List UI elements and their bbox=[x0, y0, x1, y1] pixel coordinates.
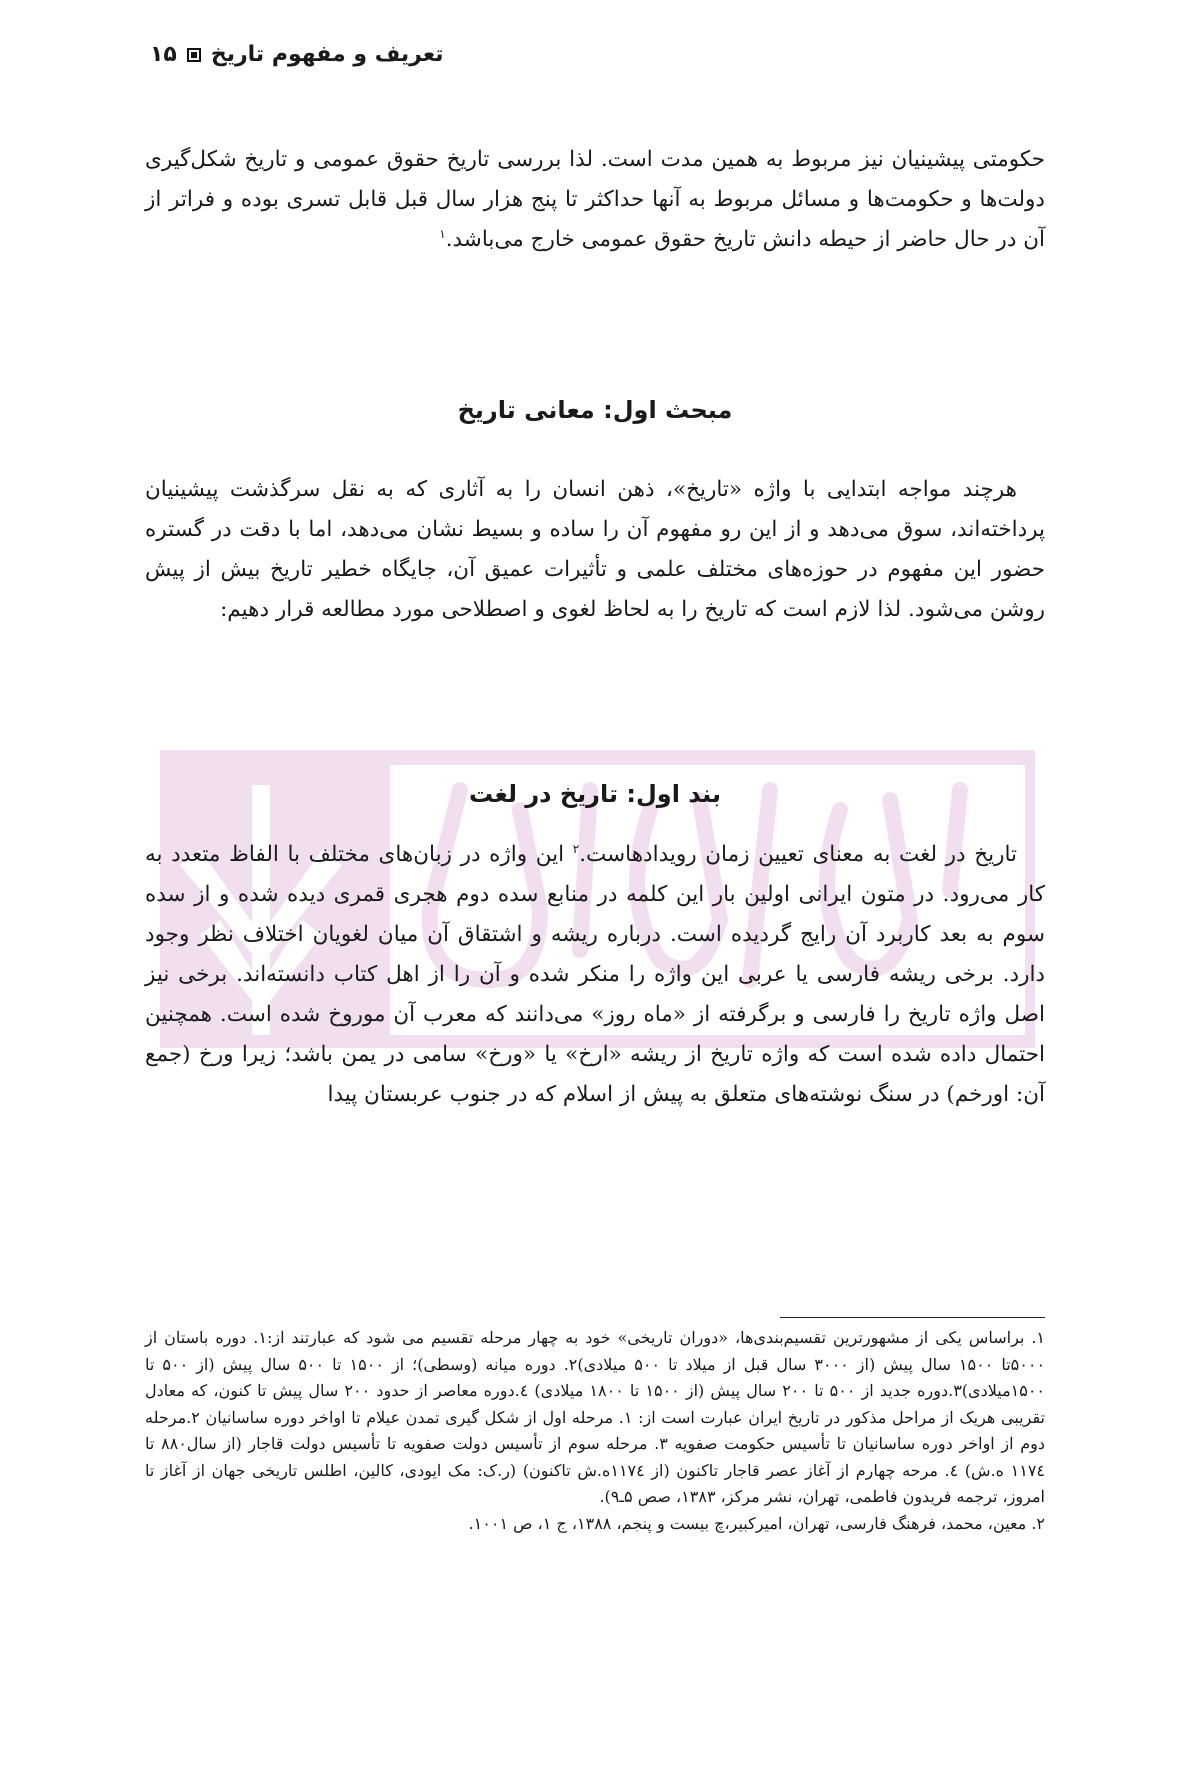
footnote-ref-1[interactable]: ۱ bbox=[439, 226, 446, 241]
footnotes bbox=[145, 1325, 1045, 1537]
meanings-paragraph-text: هرچند مواجه ابتدایی با واژه «تاریخ»، ذهن انسان را به آثاری که به نقل سرگذشت پیشینیان پرداخته‌اند، سوق می‌دهد و از این رو مفهوم آن را ساده و بسیط نشان می‌دهد، اما با دقت در گستره حضور این مفهوم در حوزه‌های مختلف علمی و تأثیرات عمیق آن، جایگاه خطیر تاریخ بیش از پیش روشن می‌شود. لذا لازم است که تاریخ را به لحاظ لغوی و اصطلاحی مورد مطالعه قرار دهیم: bbox=[145, 477, 1045, 622]
square-ornament-icon bbox=[187, 48, 201, 62]
running-head bbox=[150, 42, 444, 67]
lexical-paragraph bbox=[145, 835, 1045, 1115]
intro-paragraph-text: حکومتی پیشینیان نیز مربوط به همین مدت است. لذا بررسی تاریخ حقوق عمومی و تاریخ شکل‌گیری دولت‌ها و حکومت‌ها و مسائل مربوط به آنها حداکثر تا پنج هزار سال قبل قابل تسری بوده و فراتر از آن در حال حاضر از حیطه دانش تاریخ حقوق عمومی خارج می‌باشد. bbox=[145, 147, 1045, 252]
running-head-title: تعریف و مفهوم تاریخ bbox=[210, 42, 444, 67]
page-number: ۱۵ bbox=[150, 42, 177, 67]
footnote-1: ۱. براساس یکی از مشهورترین تقسیم‌بندی‌ها، «دوران تاریخی» خود به چهار مرحله تقسیم می شود که عبارتند از:۱. دوره باستان از ۵۰۰۰تا ۱۵۰۰ سال پیش (از ۳۰۰۰ سال قبل از میلاد تا ۵۰۰ میلادی)۲. دوره میانه (وسطی)؛ از ۱۵۰۰ تا ۵۰۰ سال پیش (از ۵۰۰ تا ۱۵۰۰میلادی)۳.دوره جدید از ۵۰۰ تا ۲۰۰ سال پیش (از ۱۵۰۰ تا ۱۸۰۰ میلادی) ٤.دوره معاصر از حدود ۲۰۰ سال پیش تا کنون، که معادل تقریبی هریک از مراحل مذکور در تاریخ ایران عبارت است از: ۱. مرحله اول از شکل گیری تمدن عیلام تا اواخر دوره ساسانیان ۲.مرحله دوم از اواخر دوره ساسانیان تا تأسیس حکومت صفویه ۳. مرحله سوم از تأسیس دولت صفویه تا تأسیس دولت قاجار (از سال۸۸۰ تا ۱۱۷٤ ه.ش) ٤. مرحه چهارم از آغاز عصر قاجار تاکنون (از ۱۱۷٤ه.ش تاکنون) (ر.ک: مک ایودی، کالین، اطلس تاریخی جهان از آغاز تا امروز، ترجمه فریدون فاطمی، تهران، نشر مرکز، ۱۳۸۳، صص ۵ـ۹). bbox=[145, 1328, 1046, 1506]
lexical-paragraph-start: تاریخ در لغت به معنای تعیین زمان رویدادهاست. bbox=[579, 842, 1017, 867]
lexical-paragraph-rest: این واژه در زبان‌های مختلف با الفاظ متعدد به کار می‌رود. در متون ایرانی اولین بار این کلمه در منابع سده دوم هجری قمری دیده شده و از سده سوم به بعد کاربرد آن رایج گردیده است. درباره ریشه و اشتقاق آن میان لغویان اختلاف نظر وجود دارد. برخی ریشه فارسی یا عربی این واژه را منکر شده و آن را از اهل کتاب دانسته‌اند. برخی نیز اصل واژه تاریخ را فارسی و برگرفته از «ماه روز» می‌دانند که معرب آن موروخ شده است. همچنین احتمال داده شده است که واژه تاریخ از ریشه «ارخ» یا «ورخ» سامی در یمن باشد؛ زیرا ورخ (جمع آن: اورخم) در سنگ نوشته‌های متعلق به پیش از اسلام که در جنوب عربستان پیدا bbox=[145, 842, 1045, 1107]
footnote-separator bbox=[780, 1317, 1045, 1318]
footnote-ref-2[interactable]: ۲ bbox=[572, 841, 580, 856]
meanings-paragraph bbox=[145, 470, 1045, 630]
subsection-heading: بند اول: تاریخ در لغت bbox=[469, 780, 721, 808]
intro-paragraph bbox=[145, 140, 1045, 260]
footnote-2: ۲. معین، محمد، فرهنگ فارسی، تهران، امیرکبیر،چ بیست و پنجم، ۱۳۸۸، ج ۱، ص ۱۰۰۱. bbox=[468, 1513, 1045, 1533]
section-heading: مبحث اول: معانی تاریخ bbox=[457, 396, 733, 424]
